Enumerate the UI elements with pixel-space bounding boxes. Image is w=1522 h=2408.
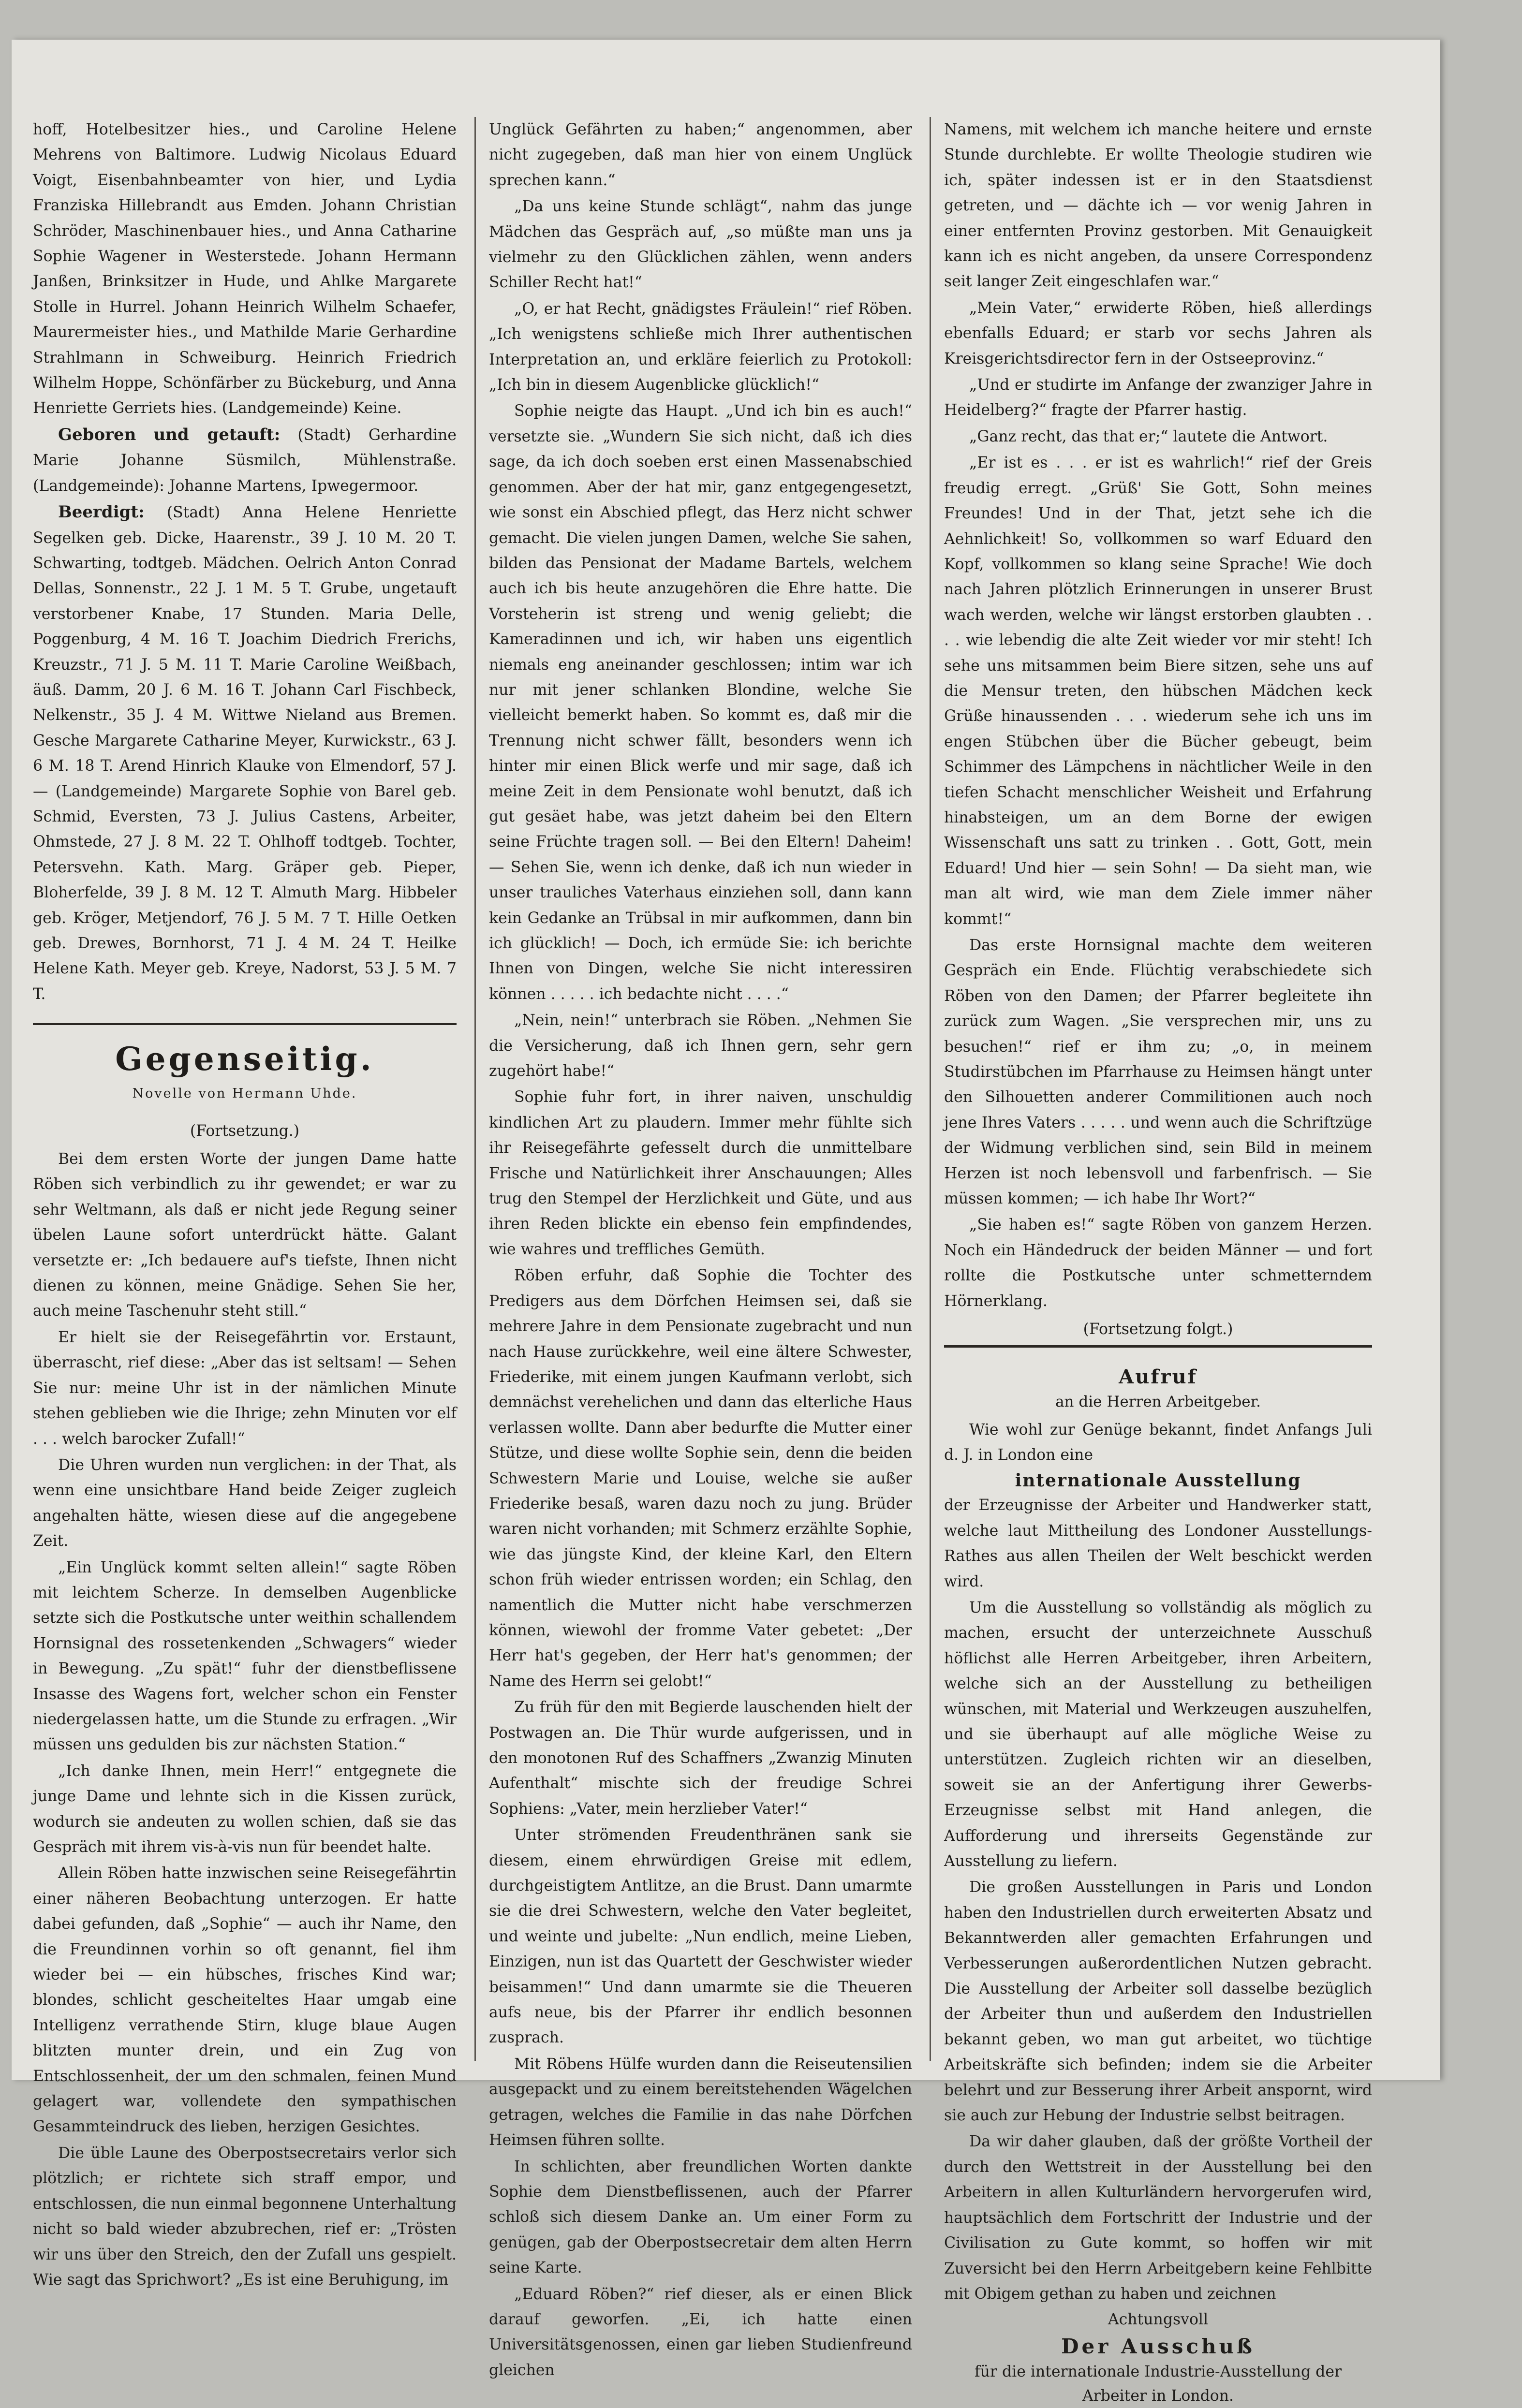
births-text: (Stadt) Gerhardine Marie Johanne Süsmilch, Mühlenstraße. (Landgemeinde): Johanne Martens, Ipwegermoor. (33, 426, 457, 495)
paragraph: „Da uns keine Stunde schlägt“, nahm das junge Mädchen das Gespräch auf, „so müßte man uns ja vielmehr zu den Glücklichen zählen, wenn anders Schiller Recht hat!“ (489, 198, 912, 292)
paragraph: „Ganz recht, das that er;“ lautete die Antwort. (969, 427, 1328, 445)
appeal-signature: Der Ausschuß (1061, 2335, 1255, 2359)
births-notice (33, 422, 457, 499)
appeal-subtitle: an die Herren Arbeitgeber. (1055, 1393, 1261, 1410)
paragraph: Bei dem ersten Worte der jungen Dame hatte Röben sich verbindlich zu ihr gewendet; er war zu sehr Weltmann, als daß er nicht jede Regung seiner übelen Laune sofort unterdrückt hätte. Galant versetzte er: „Ich bedauere auf's tiefste, Ihnen nicht dienen zu können, meine Gnädige. Sehen Sie her, auch meine Taschenuhr steht still.“ (33, 1150, 457, 1320)
engagement-announcements: hoff, Hotelbesitzer hies., und Caroline Helene Mehrens von Baltimore. Ludwig Nicolaus Eduard Voigt, Eisenbahnbeamter von hier, und Lydia Franziska Hillebrandt aus Emden. Johann Christian Schröder, Maschinenbauer hies., und Anna Catharine Sophie Wagener in Westerstede. Johann Hermann Janßen, Brinksitzer in Hude, und Ahlke Margarete Stolle in Hurrel. Johann Heinrich Wilhelm Schaefer, Maurermeister hies., und Mathilde Marie Gerhardine Strahlmann in Schweiburg. Heinrich Friedrich Wilhelm Hoppe, Schönfärber zu Bückeburg, und Anna Henriette Gerriets hies. (Landgemeinde) Keine. (33, 121, 457, 417)
births-heading: Geboren (58, 425, 136, 444)
paragraph: Sophie neigte das Haupt. „Und ich bin es auch!“ versetzte sie. „Wundern Sie sich nicht, daß ich dies sage, da ich doch soeben erst einen Massenabschied genommen. Aber der hat mir, ganz entgegengesetzt, wie sonst ein Abschied pflegt, das Herz nicht schwer gemacht. Die vielen jungen Damen, welche Sie sahen, bilden das Pensionat der Madame Bartels, welchem auch ich bis heute anzugehören die Ehre hatte. Die Vorsteherin ist streng und wenig geliebt; die Kameradinnen und ich, wir haben uns eigentlich niemals eng aneinander geschlossen; intim war ich nur mit jener schlanken Blondine, welche Sie vielleicht bemerkt haben. So kommt es, daß mir die Trennung nicht schwer fällt, besonders wenn ich hinter mir einen Blick werfe und mir sage, daß ich meine Zeit in dem Pensionate wohl benutzt, daß ich gut gesäet habe, was jetzt daheim bei den Eltern seine Früchte tragen soll. — Bei den Eltern! Daheim! — Sehen Sie, wenn ich denke, daß ich nun wieder in unser trauliches Vaterhaus einziehen soll, dann kann kein Gedanke an Trübsal in mir aufkommen, dann bin ich glücklich! — Doch, ich ermüde Sie: ich berichte Ihnen von Dingen, welche Sie nicht interessiren können . . . . . ich bedachte nicht . . . .“ (489, 402, 912, 1003)
paragraph: Die üble Laune des Oberpostsecretairs verlor sich plötzlich; er richtete sich straff empor, und entschlossen, die nun einmal begonnene Unterhaltung nicht so bald wieder abzubrechen, rief er: „Trösten wir uns über den Streich, den der Zufall uns gespielt. Wie sagt das Sprichwort? „Es ist eine Beruhigung, im (33, 2144, 457, 2289)
burials-notice (33, 499, 457, 1007)
appeal-paragraph: Die großen Ausstellungen in Paris und London haben den Industriellen durch erweiterten Absatz und Bekanntwerden aller gemachten Erfahrungen und Verbesserungen außerordentlichen Nutzen gebracht. Die Ausstellung der Arbeiter soll dasselbe bezüglich der Arbeiter thun und außerdem den Industriellen bekannt geben, wo man gut arbeitet, wo tüchtige Arbeitskräfte sich befinden; indem sie die Arbeiter belehrt und zur Besserung ihrer Arbeit anspornt, wird sie auch zur Hebung der Industrie selbst beitragen. (944, 1879, 1372, 2125)
column-3 (944, 117, 1372, 2408)
burials-heading: Beerdigt: (58, 502, 145, 522)
paragraph: „Nein, nein!“ unterbrach sie Röben. „Nehmen Sie die Versicherung, daß ich Ihnen gern, sehr gern zugehört habe!“ (489, 1012, 912, 1080)
appeal-paragraph: der Erzeugnisse der Arbeiter und Handwerker statt, welche laut Mittheilung des Londoner Ausstellungs-Rathes aus allen Theilen der Welt beschickt werden wird. (944, 1497, 1372, 1590)
appeal-title: Aufruf (1119, 1365, 1197, 1388)
births-heading-2: und getauft: (153, 425, 281, 444)
paragraph: Mit Röbens Hülfe wurden dann die Reiseutensilien ausgepackt und zu einem bereitstehenden Wägelchen getragen, welches die Familie in das nahe Dörfchen Heimsen führen sollte. (489, 2055, 912, 2149)
appeal-exhibition: internationale Ausstellung (1015, 1470, 1301, 1491)
to-be-continued-note: (Fortsetzung folgt.) (1083, 1321, 1233, 1338)
newspaper-page (12, 40, 1440, 2405)
column-1 (33, 117, 457, 2293)
paragraph: „O, er hat Recht, gnädigstes Fräulein!“ rief Röben. „Ich wenigstens schließe mich Ihrer authentischen Interpretation an, und erkläre feierlich zu Protokoll: „Ich bin in diesem Augenblicke glücklich!“ (489, 300, 912, 394)
paragraph: Röben erfuhr, daß Sophie die Tochter des Predigers aus dem Dörfchen Heimsen sei, daß sie mehrere Jahre in dem Pensionate zugebracht und nun nach Hause zurückkehre, weil eine ältere Schwester, Friederike, mit einem jungen Kaufmann verlobt, sich demnächst verehelichen und dann das elterliche Haus verlassen wollte. Dann aber bedurfte die Mutter einer Stütze, und diese wollte Sophie sein, denn die beiden Schwestern Marie und Louise, welche sie außer Friederike besaß, waren dazu noch zu jung. Brüder waren nicht vorhanden; mit Schmerz erzählte Sophie, wie das jüngste Kind, der kleine Karl, den Eltern schon früh wieder entrissen worden; ein Schlag, den namentlich die Mutter nicht habe verschmerzen können, wiewohl der fromme Vater gebetet: „Der Herr hat's gegeben, der Herr hat's genommen; der Name des Herrn sei gelobt!“ (489, 1267, 912, 1690)
appeal-signature-subtitle: für die internationale Industrie-Ausstellung der Arbeiter in London. (974, 2363, 1342, 2405)
appeal-intro: Wie wohl zur Genüge bekannt, findet Anfangs Juli d. J. in London eine (944, 1421, 1372, 1464)
paragraph: „Mein Vater,“ erwiderte Röben, hieß allerdings ebenfalls Eduard; er starb vor sechs Jahren als Kreisgerichtsdirector fern in der Ostseeprovinz.“ (944, 299, 1372, 367)
paragraph: Er hielt sie der Reisegefährtin vor. Erstaunt, überrascht, rief diese: „Aber das ist seltsam! — Sehen Sie nur: meine Uhr ist in der nämlichen Minute stehen geblieben wie die Ihrige; zehn Minuten vor elf . . . welch barocker Zufall!“ (33, 1328, 457, 1448)
paragraph: „Und er studirte im Anfange der zwanziger Jahre in Heidelberg?“ fragte der Pfarrer hastig. (944, 376, 1372, 419)
section-rule (33, 1023, 457, 1025)
paragraph: Unter strömenden Freudenthränen sank sie diesem, einem ehrwürdigen Greise mit edlem, durchgeistigtem Antlitze, an die Brust. Dann umarmte sie die drei Schwestern, welche den Vater begleitet, und weinte und jubelte: „Nun endlich, meine Lieben, Einzigen, nun ist das Quartett der Geschwister wieder beisammen!“ Und dann umarmte sie die Theueren aufs neue, bis der Pfarrer ihr endlich besonnen zusprach. (489, 1826, 912, 2047)
novella-title: Gegenseitig. (115, 1040, 374, 1078)
paragraph: Sophie fuhr fort, in ihrer naiven, unschuldig kindlichen Art zu plaudern. Immer mehr fühlte sich ihr Reisegefährte gefesselt durch die unmittelbare Frische und Natürlichkeit ihrer Anschauungen; Alles trug den Stempel der Herzlichkeit und Güte, und aus ihren Reden blickte ein ebenso fein empfindendes, wie wahres und treffliches Gemüth. (489, 1088, 912, 1258)
paragraph: Die Uhren wurden nun verglichen: in der That, als wenn eine unsichtbare Hand beide Zeiger zugleich angehalten hätte, wiesen diese auf die angegebene Zeit. (33, 1456, 457, 1550)
paragraph: „Ich danke Ihnen, mein Herr!“ entgegnete die junge Dame und lehnte sich in die Kissen zurück, wodurch sie andeuten zu wollen schien, daß sie das Gespräch mit ihrem vis-à-vis nun für beendet halte. (33, 1762, 457, 1856)
column-divider (474, 117, 476, 2061)
continuation-note: (Fortsetzung.) (190, 1122, 300, 1140)
novella-byline: Novelle von Hermann Uhde. (132, 1086, 357, 1101)
appeal-paragraph: Um die Ausstellung so vollständig als möglich zu machen, ersucht der unterzeichnete Ausschuß höflichst alle Herren Arbeitgeber, ihren Arbeitern, welche sich an der Ausstellung zu betheiligen wünschen, mit Material und Werkzeugen auszuhelfen, und sie überhaupt auf alle mögliche Weise zu unterstützen. Zugleich richten wir an dieselben, soweit sie an der Anfertigung ihrer Gewerbs-Erzeugnisse selbst mit Hand anlegen, die Aufforderung und ihrerseits Gegenstände zur Ausstellung zu liefern. (944, 1599, 1372, 1870)
paragraph: Zu früh für den mit Begierde lauschenden hielt der Postwagen an. Die Thür wurde aufgerissen, und in den monotonen Ruf des Schaffners „Zwanzig Minuten Aufenthalt“ mischte sich der freudige Schrei Sophiens: „Vater, mein herzlieber Vater!“ (489, 1699, 912, 1818)
paragraph: Allein Röben hatte inzwischen seine Reisegefährtin einer näheren Beobachtung unterzogen. Er hatte dabei gefunden, daß „Sophie“ — auch ihr Name, den die Freundinnen vorhin so oft genannt, fiel ihm wieder bei — ein hübsches, frisches Kind war; blondes, schlicht gescheiteltes Haar umgab eine Intelligenz verrathende Stirn, kluge blaue Augen blitzten munter drein, und ein Zug von Entschlossenheit, der um den schmalen, feinen Mund gelagert war, vollendete den sympathischen Gesammteindruck des lieben, herzigen Gesichtes. (33, 1865, 457, 2136)
paragraph: Namens, mit welchem ich manche heitere und ernste Stunde durchlebte. Er wollte Theologie studiren wie ich, später indessen ist er in den Staatsdienst getreten, und — dächte ich — vor wenig Jahren in einer entfernten Provinz gestorben. Mit Genauigkeit kann ich es nicht angeben, da unsere Correspondenz seit langer Zeit eingeschlafen war.“ (944, 121, 1372, 291)
appeal-paragraph: Da wir daher glauben, daß der größte Vortheil der durch den Wettstreit in der Ausstellung bei den Arbeitern in allen Kulturländern hervorgerufen wird, hauptsächlich dem Fortschritt der Industrie und der Civilisation zu Gute kommt, so hoffen wir mit Zuversicht bei den Herrn Arbeitgebern keine Fehlbitte mit Obigem gethan zu haben und zeichnen (944, 2133, 1372, 2303)
paragraph: Unglück Gefährten zu haben;“ angenommen, aber nicht zugegeben, daß man hier von einem Unglück sprechen kann.“ (489, 121, 912, 189)
paragraph: „Sie haben es!“ sagte Röben von ganzem Herzen. Noch ein Händedruck der beiden Männer — und fort rollte die Postkutsche unter schmetterndem Hörnerklang. (944, 1216, 1372, 1310)
paragraph: „Er ist es . . . er ist es wahrlich!“ rief der Greis freudig erregt. „Grüß' Sie Gott, Sohn meines Freundes! Und in der That, jetzt sehe ich die Aehnlichkeit! So, vollkommen so warf Eduard den Kopf, vollkommen so klang seine Sprache! Wie doch nach Jahren plötzlich Erinnerungen in unserer Brust wach werden, welche wir längst erstorben glaubten . . . . wie lebendig die alte Zeit wieder vor mir steht! Ich sehe uns mitsammen beim Biere sitzen, sehe uns auf die Mensur treten, den hübschen Mädchen keck Grüße hinaussenden . . . wiederum sehe ich uns im engen Stübchen über die Bücher gebeugt, beim Schimmer des Lämpchens in nächtlicher Weile in den tiefen Schacht menschlicher Weisheit und Erfahrung hinabsteigen, um an dem Borne der ewigen Wissenschaft uns satt zu trinken . . Gott, Gott, mein Eduard! Und hier — sein Sohn! — Da sieht man, wie man alt wird, wie man dem Ziele immer näher kommt!“ (944, 454, 1372, 928)
appeal-closing: Achtungsvoll (1108, 2311, 1209, 2329)
paragraph: Das erste Hornsignal machte dem weiteren Gespräch ein Ende. Flüchtig verabschiedete sich Röben von den Damen; der Pfarrer begleitete ihn zurück zum Wagen. „Sie versprechen mir, uns zu besuchen!“ rief er ihm zu; „o, in meinem Studirstübchen im Pfarrhause zu Heimsen hängt unter den Silhouetten anderer Commilitionen auch noch jene Ihres Vaters . . . . . und wenn auch die Schriftzüge der Widmung verblichen sind, sein Bild in meinem Herzen ist noch lebensvoll und farbenfrisch. — Sie müssen kommen; — ich habe Ihr Wort?“ (944, 937, 1372, 1208)
burials-text: (Stadt) Anna Helene Henriette Segelken geb. Dicke, Haarenstr., 39 J. 10 M. 20 T. Schwarting, todtgeb. Mädchen. Oelrich Anton Conrad Dellas, Sonnenstr., 22 J. 1 M. 5 T. Grube, ungetauft verstorbener Knabe, 17 Stunden. Maria Delle, Poggenburg, 4 M. 16 T. Joachim Diedrich Frerichs, Kreuzstr., 71 J. 5 M. 11 T. Marie Caroline Weißbach, äuß. Damm, 20 J. 6 M. 16 T. Johann Carl Fischbeck, Nelkenstr., 35 J. 4 M. Wittwe Nieland aus Bremen. Gesche Margarete Catharine Meyer, Kurwickstr., 63 J. 6 M. 18 T. Arend Hinrich Klauke von Elmendorf, 57 J. — (Landgemeinde) Margarete Sophie von Barel geb. Schmid, Eversten, 73 J. Julius Castens, Arbeiter, Ohmstede, 27 J. 8 M. 22 T. Ohlhoff todtgeb. Tochter, Petersvehn. Kath. Marg. Gräper geb. Pieper, Bloherfelde, 39 J. 8 M. 12 T. Almuth Marg. Hibbeler geb. Kröger, Metjendorf, 76 J. 5 M. 7 T. Hille Oetken geb. Drewes, Bornhorst, 71 J. 4 M. 24 T. Heilke Helene Kath. Meyer geb. Kreye, Nadorst, 53 J. 5 M. 7 T. (33, 504, 457, 1003)
paragraph: „Eduard Röben?“ rief dieser, als er einen Blick darauf geworfen. „Ei, ich hatte einen Universitätsgenossen, einen gar lieben Studienfreund gleichen (489, 2285, 912, 2379)
paragraph: „Ein Unglück kommt selten allein!“ sagte Röben mit leichtem Scherze. In demselben Augenblicke setzte sich die Postkutsche unter weithin schallendem Hornsignal des rossetenkenden „Schwagers“ wieder in Bewegung. „Zu spät!“ fuhr der dienstbeflissene Insasse des Wagens fort, welcher schon ein Fenster niedergelassen hatte, um die Stunde zu erfragen. „Wir müssen uns gedulden bis zur nächsten Station.“ (33, 1558, 457, 1754)
paragraph: In schlichten, aber freundlichen Worten dankte Sophie dem Dienstbeflissenen, auch der Pfarrer schloß sich diesem Danke an. Um einer Form zu genügen, gab der Oberpostsecretair dem alten Herrn seine Karte. (489, 2158, 912, 2277)
column-2 (489, 117, 912, 2384)
column-divider (930, 117, 931, 2061)
section-rule (944, 1345, 1372, 1348)
